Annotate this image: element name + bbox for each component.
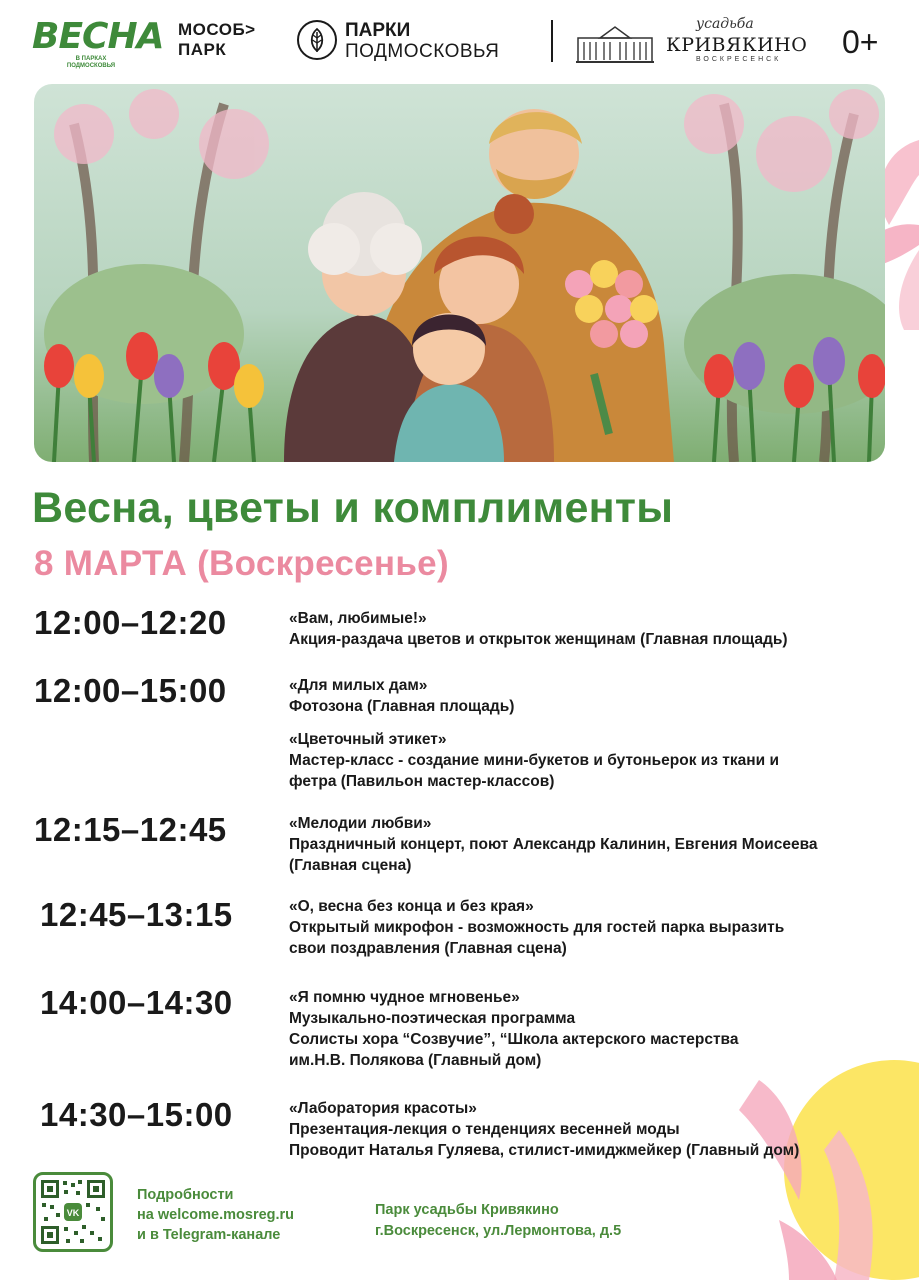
schedule-line: «Цветочный этикет» [289,731,447,748]
more-info [137,1185,294,1245]
usadba-sub: ВОСКРЕСЕНСК [696,56,782,63]
schedule-line: им.Н.В. Полякова (Главный дом) [289,1052,542,1069]
family-illustration [34,84,885,462]
schedule-line: «О, весна без конца и без края» [289,898,534,915]
vk-icon: VK [66,1208,80,1218]
schedule-line: «Для милых дам» [289,677,428,694]
usadba-name: КРИВЯКИНО [666,34,808,56]
header-divider [551,20,553,62]
schedule-description [289,987,909,1071]
schedule-line: Открытый микрофон - возможность для гостей парка выразить [289,919,785,936]
vesna-logo [32,16,164,70]
vesna-logo-text: ВЕСНА [32,16,164,57]
schedule-description [289,1098,909,1161]
vesna-logo-subtext: В ПАРКАХ ПОДМОСКОВЬЯ [66,56,116,69]
event-title: Весна, цветы и комплименты [32,484,674,532]
schedule-description [289,729,909,792]
schedule-time: 12:15–12:45 [34,811,227,848]
schedule-time: 12:45–13:15 [40,896,233,933]
schedule-line: свои поздравления (Главная сцена) [289,940,567,957]
usadba-script: усадьба [696,16,754,32]
schedule-description [289,608,909,650]
info-line: и в Telegram-канале [137,1227,281,1243]
schedule-line: Фотозона (Главная площадь) [289,698,515,715]
mosoblpark-logo [178,20,256,60]
schedule-time: 14:30–15:00 [40,1096,233,1133]
schedule-line: «Мелодии любви» [289,815,432,832]
header [0,0,919,80]
parki-line2: ПОДМОСКОВЬЯ [345,41,500,62]
schedule-time: 14:00–14:30 [40,984,233,1021]
schedule-line: «Я помню чудное мгновенье» [289,989,520,1006]
schedule-line: Презентация-лекция о тенденциях весенней моды [289,1121,680,1138]
schedule-line: фетра (Павильон мастер-классов) [289,773,555,790]
schedule-description [289,675,909,717]
schedule-line: Солисты хора “Созвучие”, “Школа актерского мастерства [289,1031,739,1048]
leaf-icon [297,20,337,60]
schedule-time: 12:00–12:20 [34,604,227,641]
schedule-line: (Главная сцена) [289,857,412,874]
schedule-line: «Вам, любимые!» [289,610,427,627]
info-line: Подробности [137,1187,234,1203]
schedule-line: Акция-раздача цветов и открыток женщинам (Главная площадь) [289,631,788,648]
address-line: г.Воскресенск, ул.Лермонтова, д.5 [375,1223,622,1239]
schedule-description [289,896,909,959]
manor-house-icon [574,22,656,66]
qr-code[interactable] [33,1172,113,1252]
park-address [375,1200,621,1242]
mosoblpark-line1: МОСОБ> [178,20,256,39]
age-rating: 0+ [842,24,879,60]
mosoblpark-line2: ПАРК [178,40,227,59]
schedule-time: 12:00–15:00 [34,672,227,709]
schedule-line: «Лаборатория красоты» [289,1100,477,1117]
schedule-line: Праздничный концерт, поют Александр Калинин, Евгения Моисеева [289,836,818,853]
event-date: 8 МАРТА (Воскресенье) [34,544,449,583]
schedule-line: Мастер-класс - создание мини-букетов и бутоньерок из ткани и [289,752,779,769]
address-line: Парк усадьбы Кривякино [375,1202,559,1218]
usadba-krivyakino-logo [574,16,808,70]
schedule-line: Музыкально-поэтическая программа [289,1010,576,1027]
schedule-description [289,813,909,876]
info-link[interactable]: на welcome.mosreg.ru [137,1207,295,1223]
parki-line1: ПАРКИ [345,20,411,41]
schedule-line: Проводит Наталья Гуляева, стилист-имиджмейкер (Главный дом) [289,1142,800,1159]
